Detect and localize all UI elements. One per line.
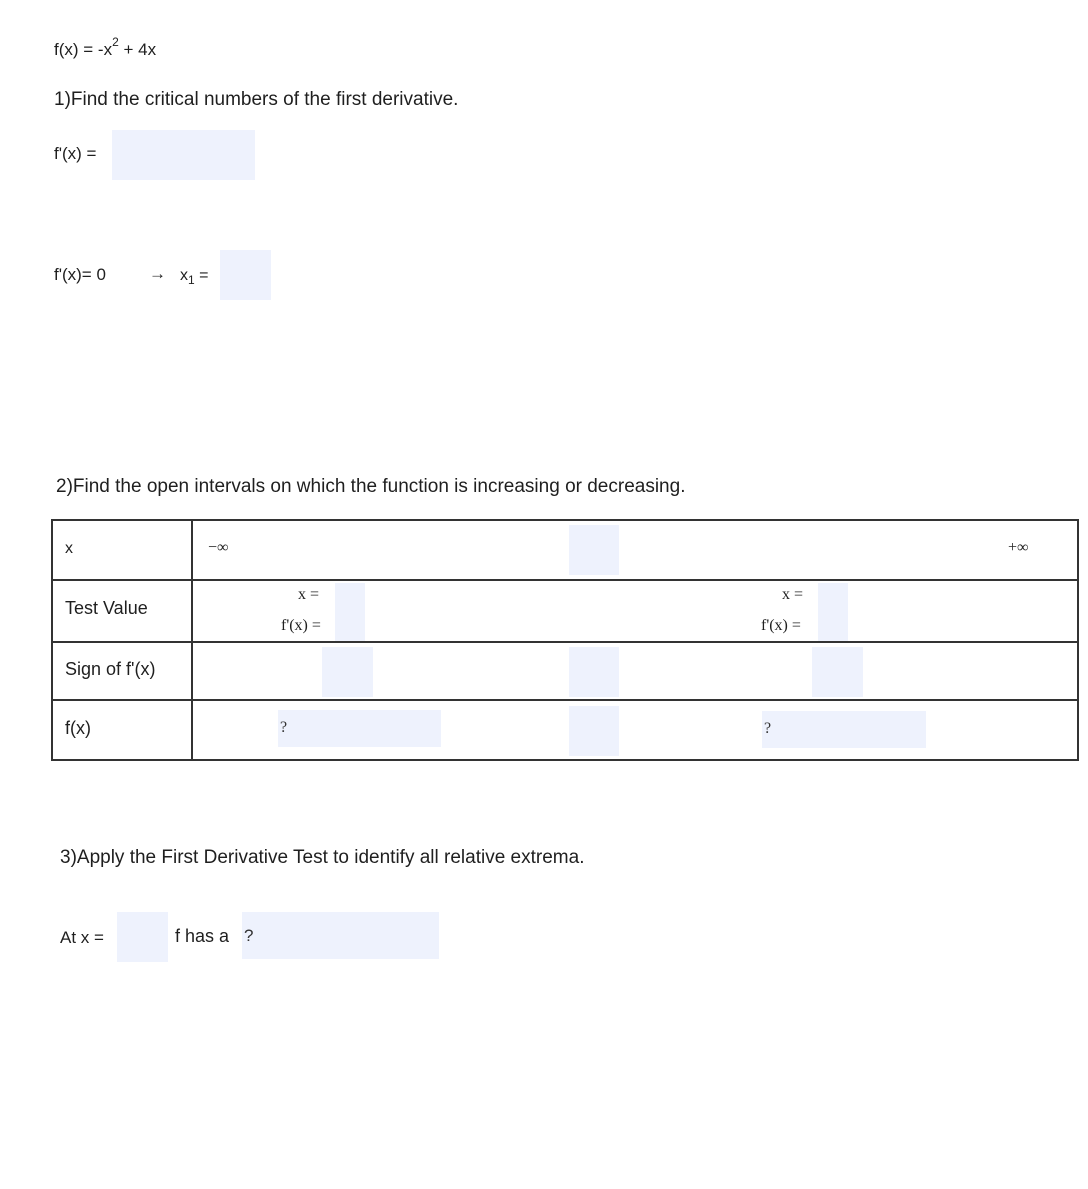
at-x-label: At x = xyxy=(60,928,104,947)
test-fprime-label-right: f'(x) = xyxy=(761,617,801,634)
row-label-sign: Sign of f'(x) xyxy=(65,659,156,679)
arrow-icon: → xyxy=(149,264,166,283)
sign-input-middle[interactable] xyxy=(569,647,619,697)
table-line-bottom xyxy=(51,759,1079,761)
x1-label xyxy=(180,267,209,288)
x1-label-sub: 1 xyxy=(188,273,195,288)
step1-heading: 1)Find the critical numbers of the first derivative. xyxy=(54,89,459,110)
derivative-input[interactable] xyxy=(112,130,255,180)
sign-input-left[interactable] xyxy=(322,647,373,697)
function-prefix: f(x) = -x xyxy=(54,40,113,59)
table-line-right xyxy=(1077,519,1079,761)
row-label-fx: f(x) xyxy=(65,718,91,738)
table-line-3 xyxy=(51,699,1079,701)
function-definition xyxy=(54,35,157,60)
x1-label-eq: = xyxy=(194,267,209,284)
zero-label: f'(x)= 0 xyxy=(54,265,106,284)
x1-input[interactable] xyxy=(220,250,271,300)
table-line-2 xyxy=(51,641,1079,643)
function-suffix: + 4x xyxy=(118,40,157,59)
step2-heading: 2)Find the open intervals on which the function is increasing or decreasing. xyxy=(56,476,686,497)
table-line-divider xyxy=(191,519,193,761)
extremum-x-input[interactable] xyxy=(117,912,168,962)
test-x-label-right: x = xyxy=(782,586,804,603)
test-x-input-right[interactable] xyxy=(818,583,848,612)
extremum-type-select[interactable]: ? xyxy=(242,912,439,959)
row-label-test-value: Test Value xyxy=(65,598,148,618)
test-x-input-left[interactable] xyxy=(335,583,365,612)
table-line-left xyxy=(51,519,53,761)
sign-input-right[interactable] xyxy=(812,647,863,697)
x1-label-var: x xyxy=(180,267,188,284)
table-line-top xyxy=(51,519,1079,521)
table-line-1 xyxy=(51,579,1079,581)
fx-select-right[interactable]: ? xyxy=(762,711,926,748)
test-x-label-left: x = xyxy=(298,586,320,603)
test-fprime-input-left[interactable] xyxy=(335,612,365,641)
function-exponent: 2 xyxy=(112,35,119,50)
critical-x-input[interactable] xyxy=(569,525,619,575)
test-fprime-input-right[interactable] xyxy=(818,612,848,641)
fx-select-left[interactable]: ? xyxy=(278,710,441,747)
row-label-x: x xyxy=(65,540,73,557)
test-fprime-label-left: f'(x) = xyxy=(281,617,321,634)
neg-infinity: −∞ xyxy=(208,539,229,556)
f-has-label: f has a xyxy=(175,926,230,946)
derivative-label: f'(x) = xyxy=(54,144,97,163)
pos-infinity: +∞ xyxy=(1008,539,1029,556)
fx-input-middle[interactable] xyxy=(569,706,619,756)
step3-heading: 3)Apply the First Derivative Test to identify all relative extrema. xyxy=(60,847,585,868)
